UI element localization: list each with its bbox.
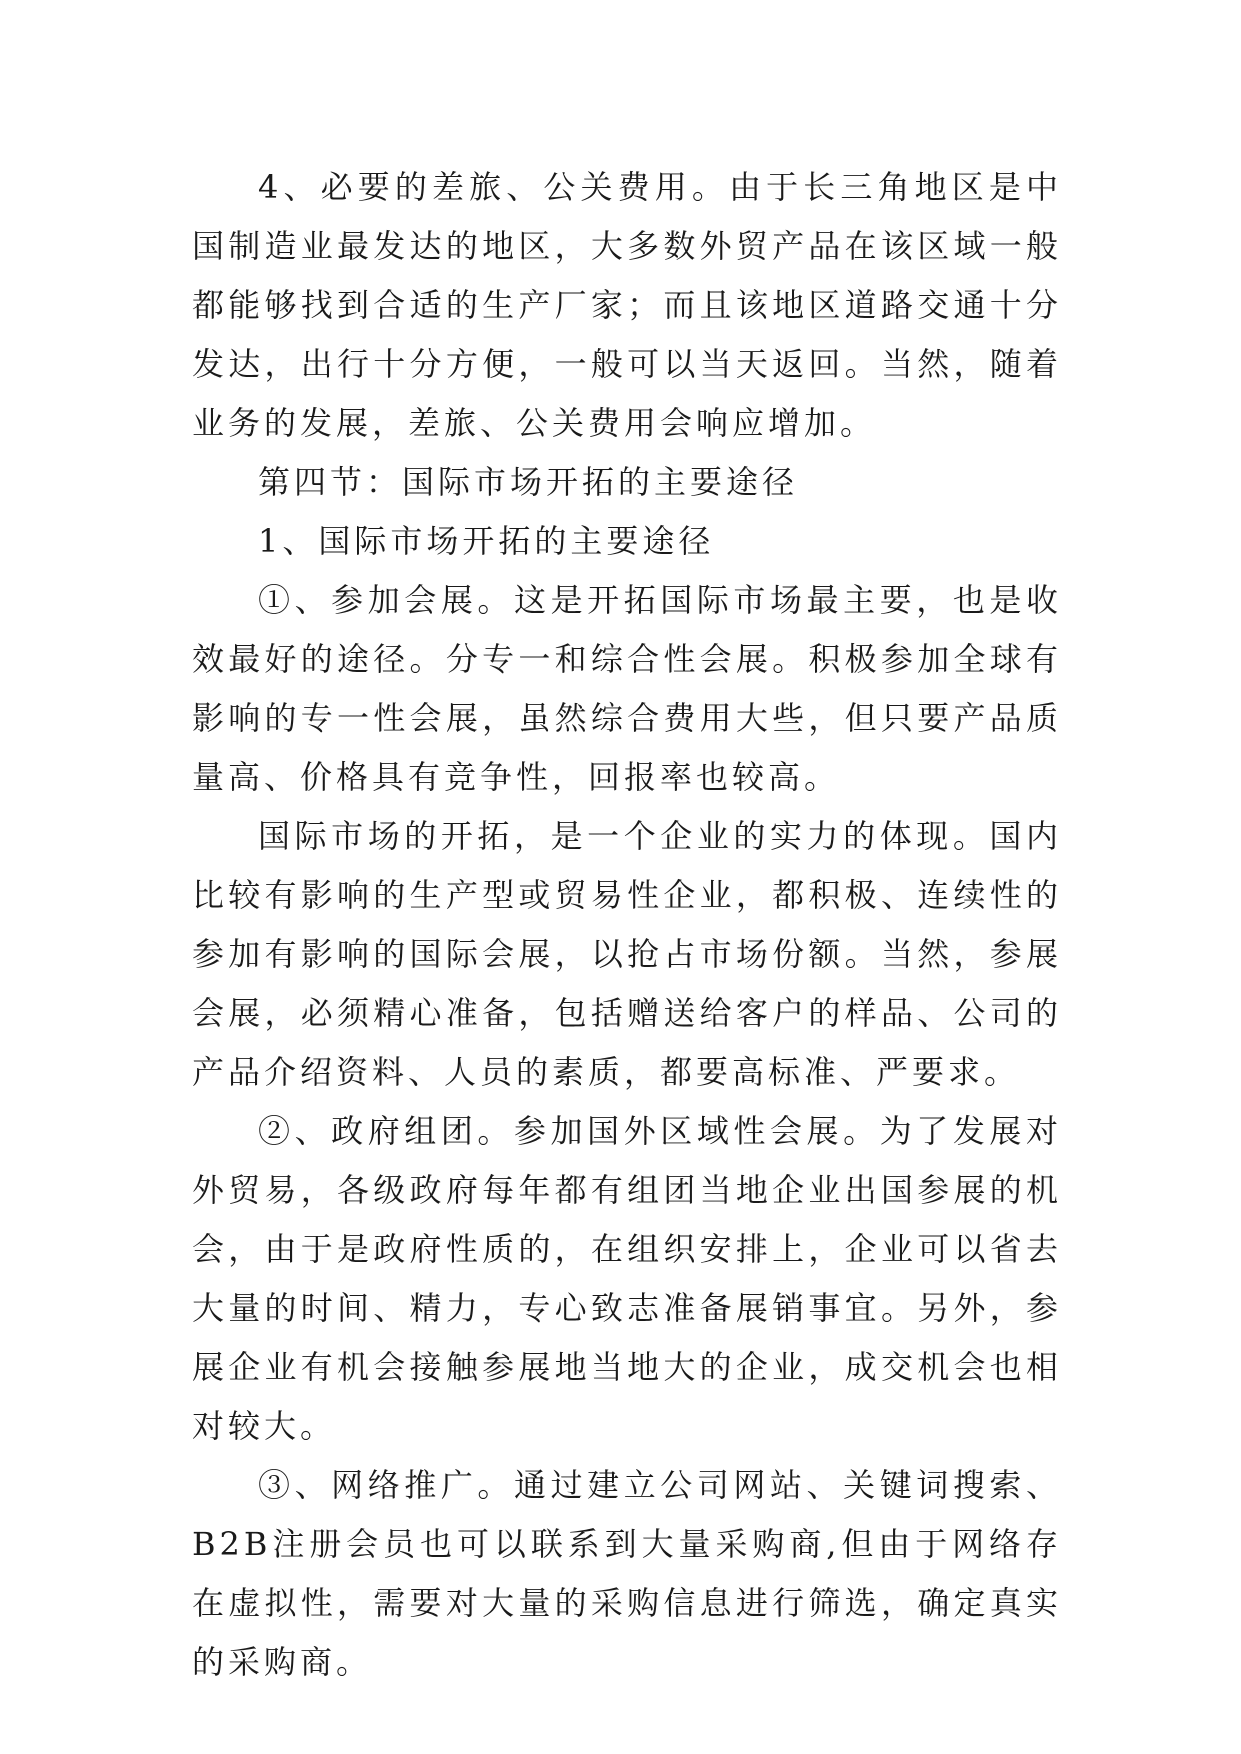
paragraph-online-promotion: ③、网络推广。通过建立公司网站、关键词搜索、B2B注册会员也可以联系到大量采购商,但由于网络存在虚拟性，需要对大量的采购信息进行筛选，确定真实的采购商。 xyxy=(192,1466,1062,1681)
document-body xyxy=(192,158,1062,1692)
paragraph-exhibitions: ①、参加会展。这是开拓国际市场最主要，也是收效最好的途径。分专一和综合性会展。积极参加全球有影响的专一性会展，虽然综合费用大些，但只要产品质量高、价格具有竞争性，回报率也较高。 xyxy=(192,581,1062,796)
subsection-heading: 1、国际市场开拓的主要途径 xyxy=(258,522,715,560)
paragraph-government-groups: ②、政府组团。参加国外区域性会展。为了发展对外贸易，各级政府每年都有组团当地企业出国参展的机会，由于是政府性质的，在组织安排上，企业可以省去大量的时间、精力，专心致志准备展销事宜。另外，参展企业有机会接触参展地当地大的企业，成交机会也相对较大。 xyxy=(192,1112,1062,1445)
section-heading: 第四节：国际市场开拓的主要途径 xyxy=(258,463,799,501)
paragraph-travel-expenses: 4、必要的差旅、公关费用。由于长三角地区是中国制造业最发达的地区，大多数外贸产品在该区域一般都能够找到合适的生产厂家；而且该地区道路交通十分发达，出行十分方便，一般可以当天返回。当然，随着业务的发展，差旅、公关费用会响应增加。 xyxy=(192,168,1062,442)
paragraph-market-development: 国际市场的开拓，是一个企业的实力的体现。国内比较有影响的生产型或贸易性企业，都积极、连续性的参加有影响的国际会展，以抢占市场份额。当然，参展会展，必须精心准备，包括赠送给客户的样品、公司的产品介绍资料、人员的素质，都要高标准、严要求。 xyxy=(192,817,1062,1091)
